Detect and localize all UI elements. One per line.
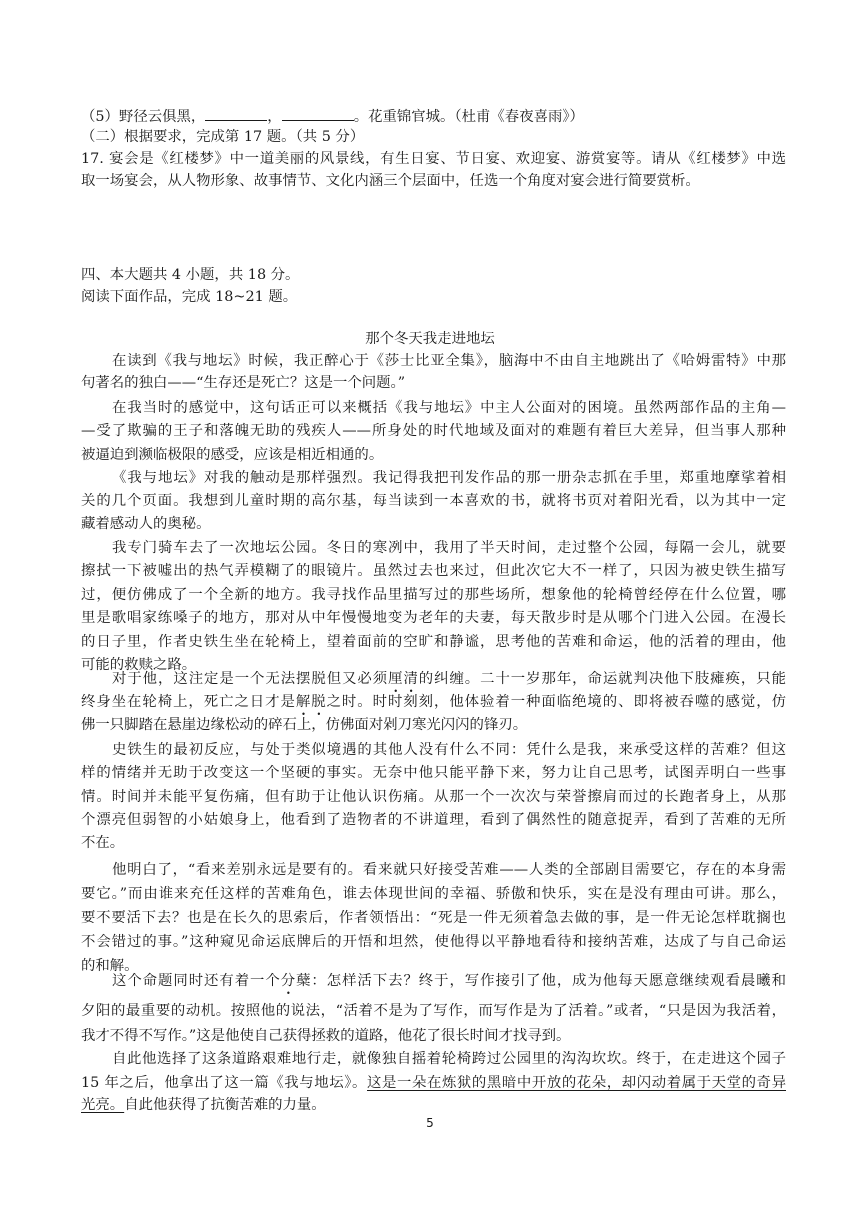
paragraph-line: 个漂亮但弱智的小姑娘身上，他看到了造物者的不讲道理，看到了偶然性的随意捉弄，看到了苦难的无所 [81, 812, 786, 828]
paragraph-line: 要不要活下去？也是在长久的思索后，作者领悟出：“死是一件无须着急去做的事，是一件无论怎样耽搁也 [81, 910, 786, 926]
paragraph-line: 的和解。 [81, 958, 139, 974]
paragraph-line: 在读到《我与地坛》时候，我正醉心于《莎士比亚全集》，脑海中不由自主地跳出了《哈姆雷特》中那 [112, 353, 786, 369]
paragraph-line: 佛一只脚踏在悬崖边缘松动的碎石上，仿佛面对剁刀寒光闪闪的锋刃。 [81, 717, 528, 733]
section-4-instruction: 阅读下面作品，完成 18~21 题。 [81, 289, 298, 305]
answer-blank-1[interactable] [205, 106, 267, 121]
text-span: 自此他获得了抗衡苦难的力量。 [124, 1097, 326, 1113]
emphasis-dot-char: 分 [280, 973, 297, 989]
text-span: 终身坐在轮椅上，死亡之日才是 [81, 694, 296, 710]
emphasis-dot-char: 脱 [311, 694, 327, 710]
paragraph-line: 我专门骑车去了一次地坛公园。冬日的寒冽中，我用了半天时间，走过整个公园，每隔一会儿，就要 [112, 540, 786, 556]
question-17-line: 17. 宴会是《红楼梦》中一道美丽的风景线，有生日宴、节日宴、欢迎宴、游赏宴等。请从《红楼梦》中选 [81, 151, 786, 167]
q5-mid: ， [267, 109, 282, 125]
q5-prefix: （5）野径云俱黑， [81, 109, 206, 125]
paragraph-line: 句著名的独白——“生存还是死亡？这是一个问题。” [81, 375, 406, 391]
paragraph-line: 在我当时的感觉中，这句话正可以来概括《我与地坛》中主人公面对的困境。虽然两部作品的主角— [112, 400, 786, 416]
article-title: 那个冬天我走进地坛 [365, 331, 495, 347]
section-2-header: （二）根据要求，完成第 17 题。（共 5 分） [81, 129, 365, 145]
paragraph-line: 自此他选择了这条道路艰难地行走，就像独自摇着轮椅跨过公园里的沟沟坎坎。终于，在走进这个园子 [112, 1051, 786, 1067]
paragraph-line: 他明白了，“看来差别永远是要有的。看来就只好接受苦难——人类的全部剧目需要它，存在的本身需 [112, 862, 786, 878]
paragraph-line: 藏着感动人的奥秘。 [81, 516, 211, 532]
paragraph-line [112, 972, 786, 990]
paragraph-line [81, 1096, 786, 1114]
emphasis-dot-char: 厘 [388, 671, 404, 687]
question-5 [81, 106, 786, 126]
section-4-header: 四、本大题共 4 小题，共 18 分。 [81, 267, 300, 283]
paragraph-line: 过，便仿佛成了一个全新的地方。我寻找作品里描写过的那些场所，想象他的轮椅曾经停在什么位置，哪 [81, 587, 786, 603]
paragraph-line: 里是歌唱家练嗓子的地方，那对从中年慢慢地变为老年的夫妻，每天散步时是从哪个门进入公园。在漫长 [81, 610, 786, 626]
paragraph-line: 关的几个页面。我想到儿童时期的高尔基，每当读到一本喜欢的书，就将书页对着阳光看，以为其中一定 [81, 493, 786, 509]
paragraph-line: 样的情绪并无助于改变这一个坚硬的事实。无奈中他只能平静下来，努力让自己思考，试图弄明白一些事 [81, 765, 786, 781]
paragraph-line: 被逼迫到濒临极限的感受，应该是相近相通的。 [81, 447, 384, 463]
paragraph-line: 我才不得不写作。”这是他使自己获得拯救的道路，他花了很长时间才找寻到。 [81, 1028, 571, 1044]
q5-tail: 。花重锦官城。（杜甫《春夜喜雨》） [353, 109, 584, 125]
answer-blank-2[interactable] [282, 106, 354, 121]
paragraph-line: 的日子里，作者史铁生坐在轮椅上，望着面前的空旷和静谧，思考他的苦难和命运，他的活着的理由，他 [81, 634, 786, 650]
paragraph-line: —受了欺骗的王子和落魄无助的残疾人——所身处的时代地域及面对的难题有着巨大差异，但当事人那种 [81, 423, 786, 439]
page-number: 5 [426, 1116, 434, 1130]
text-span: 之时。时时刻刻，他体验着一种面临绝境的、即将被吞噬的感觉，仿 [326, 694, 786, 710]
text-span: 的纠缠。二十一岁那年，命运就判决他下肢瘫痪，只能 [418, 671, 786, 687]
paragraph-line: 史铁生的最初反应，与处于类似境遇的其他人没有什么不同：凭什么是我，来承受这样的苦难？但这 [112, 742, 786, 758]
text-span: 这个命题同时还有着一个 [112, 973, 281, 989]
paragraph-line [81, 1074, 786, 1092]
paragraph-line: 《我与地坛》对我的触动是那样强烈。我记得我把刊发作品的那一册杂志抓在手里，郑重地摩挲着相 [112, 470, 786, 486]
text-span: 15 年之后，他拿出了这一篇《我与地坛》。 [81, 1075, 368, 1091]
underlined-sentence: 这是一朵在炼狱的黑暗中开放的花朵，却闪动着属于天堂的奇异 [367, 1075, 786, 1091]
paragraph-line: 夕阳的最重要的动机。按照他的说法，“活着不是为了写作，而写作是为了活着。”或者，“只是因为我活着， [81, 1003, 786, 1019]
paragraph-line: 情。时间并未能平复伤痛，但有助于让他认识伤痛。从那一个一次次与荣誉擦肩而过的长跑者身上，从那 [81, 789, 786, 805]
paragraph-line: 擦拭一下被嘘出的热气弄模糊了的眼镜片。虽然过去也来过，但此次它大不一样了，只因为被史铁生描写 [81, 563, 786, 579]
paragraph-line [112, 670, 786, 688]
paragraph-line [81, 693, 786, 711]
text-span: 对于他，这注定是一个无法摆脱但又必须 [112, 671, 389, 687]
underlined-sentence: 光亮。 [81, 1097, 125, 1113]
emphasis-dot-char: 解 [295, 694, 312, 710]
paragraph-line: 可能的救赎之路。 [81, 657, 197, 673]
paragraph-line: 不会错过的事。”这种窥见命运底牌后的开悟和坦然，使他得以平静地看待和接纳苦难，达成了与自己命运 [81, 934, 786, 950]
emphasis-dot-char: 清 [403, 671, 419, 687]
question-17-line: 取一场宴会，从人物形象、故事情节、文化内涵三个层面中，任选一个角度对宴会进行简要赏析。 [81, 173, 700, 189]
paragraph-line: 要它。”而由谁来充任这样的苦难角色，谁去体现世间的幸福、骄傲和快乐，实在是没有理由可讲。那么， [81, 886, 786, 902]
text-span: 蘖：怎样活下去？终于，写作接引了他，成为他每天愿意继续观看晨曦和 [296, 973, 786, 989]
paragraph-line: 不在。 [81, 835, 125, 851]
